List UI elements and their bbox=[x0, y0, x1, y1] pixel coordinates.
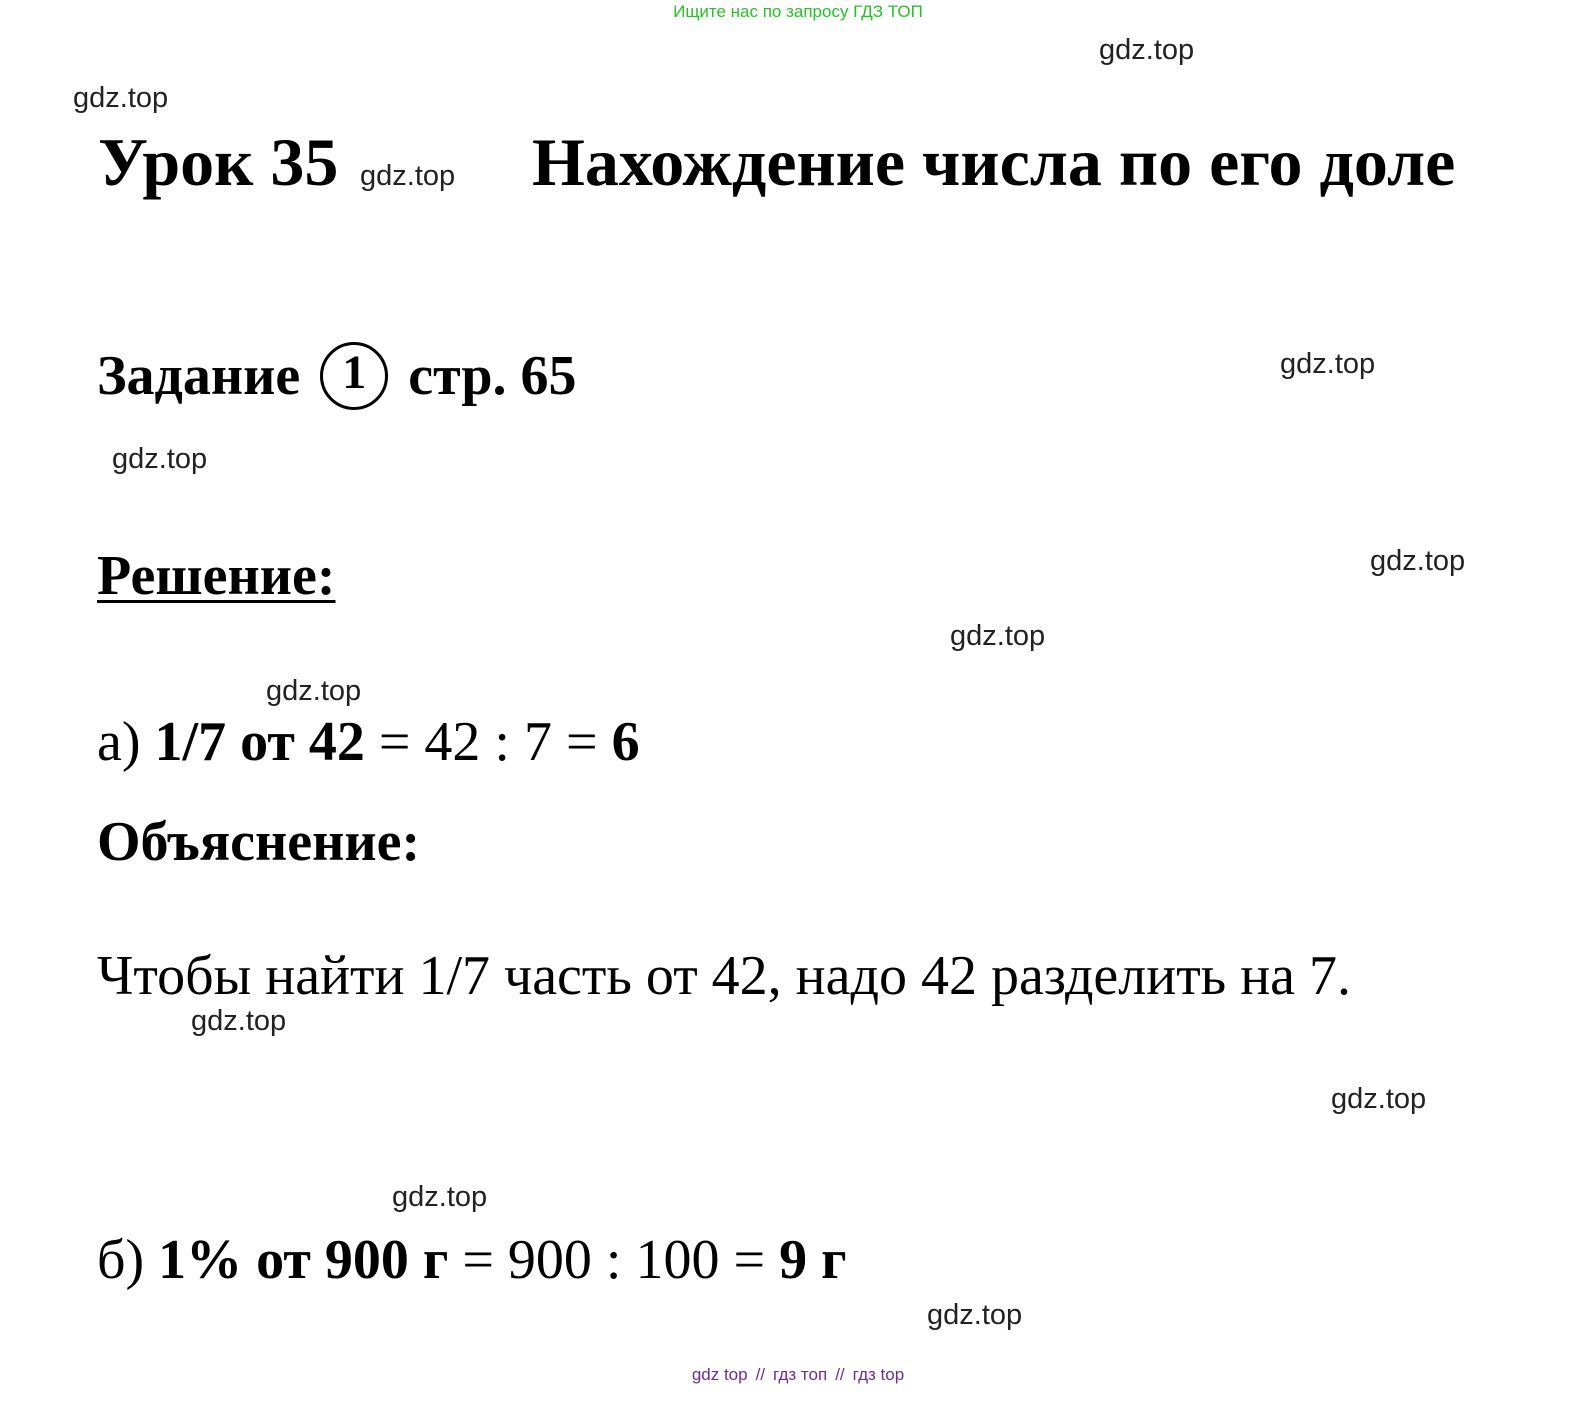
watermark: gdz.top bbox=[1370, 545, 1466, 577]
footer-separator: // bbox=[755, 1365, 766, 1384]
explanation-text: Чтобы найти 1/7 часть от 42, надо 42 разделить на 7. bbox=[97, 945, 1352, 1007]
part-a-expression: 1/7 от 42 bbox=[154, 711, 365, 773]
watermark: gdz.top bbox=[1280, 348, 1376, 380]
watermark: gdz.top bbox=[360, 160, 456, 192]
task-number-circle: 1 bbox=[320, 342, 388, 410]
watermark: gdz.top bbox=[392, 1181, 488, 1213]
watermark: gdz.top bbox=[73, 82, 169, 114]
lesson-topic: Нахождение числа по его доле bbox=[532, 124, 1456, 200]
watermark: gdz.top bbox=[1099, 34, 1195, 66]
solution-heading: Решение: bbox=[97, 545, 336, 607]
top-banner: Ищите нас по запросу ГДЗ ТОП bbox=[673, 2, 923, 21]
part-b-computation: = 900 : 100 = bbox=[462, 1229, 766, 1291]
watermark: gdz.top bbox=[927, 1299, 1023, 1331]
footer-item: gdz top bbox=[691, 1365, 748, 1384]
part-b-label: б) bbox=[97, 1229, 145, 1291]
footer-item: гдз топ bbox=[773, 1365, 828, 1384]
footer bbox=[0, 1366, 1596, 1383]
part-b-equation bbox=[97, 1229, 847, 1291]
part-b-expression: 1% от 900 г bbox=[158, 1229, 449, 1291]
watermark: gdz.top bbox=[266, 675, 362, 707]
lesson-label: Урок 35 bbox=[98, 124, 339, 200]
watermark: gdz.top bbox=[191, 1005, 287, 1037]
footer-item: гдз top bbox=[852, 1365, 905, 1384]
task-page: стр. 65 bbox=[408, 345, 577, 407]
part-b-answer: 9 г bbox=[779, 1229, 847, 1291]
part-a-label: а) bbox=[97, 711, 141, 773]
task-heading bbox=[97, 342, 576, 410]
footer-separator: // bbox=[835, 1365, 845, 1384]
watermark: gdz.top bbox=[1331, 1083, 1427, 1115]
task-prefix: Задание bbox=[97, 345, 301, 407]
part-a-computation: = 42 : 7 = bbox=[378, 711, 598, 773]
watermark: gdz.top bbox=[950, 620, 1046, 652]
part-a-answer: 6 bbox=[611, 711, 640, 773]
explanation-heading: Объяснение: bbox=[97, 811, 421, 873]
part-a-equation bbox=[97, 711, 640, 773]
watermark: gdz.top bbox=[112, 443, 208, 475]
